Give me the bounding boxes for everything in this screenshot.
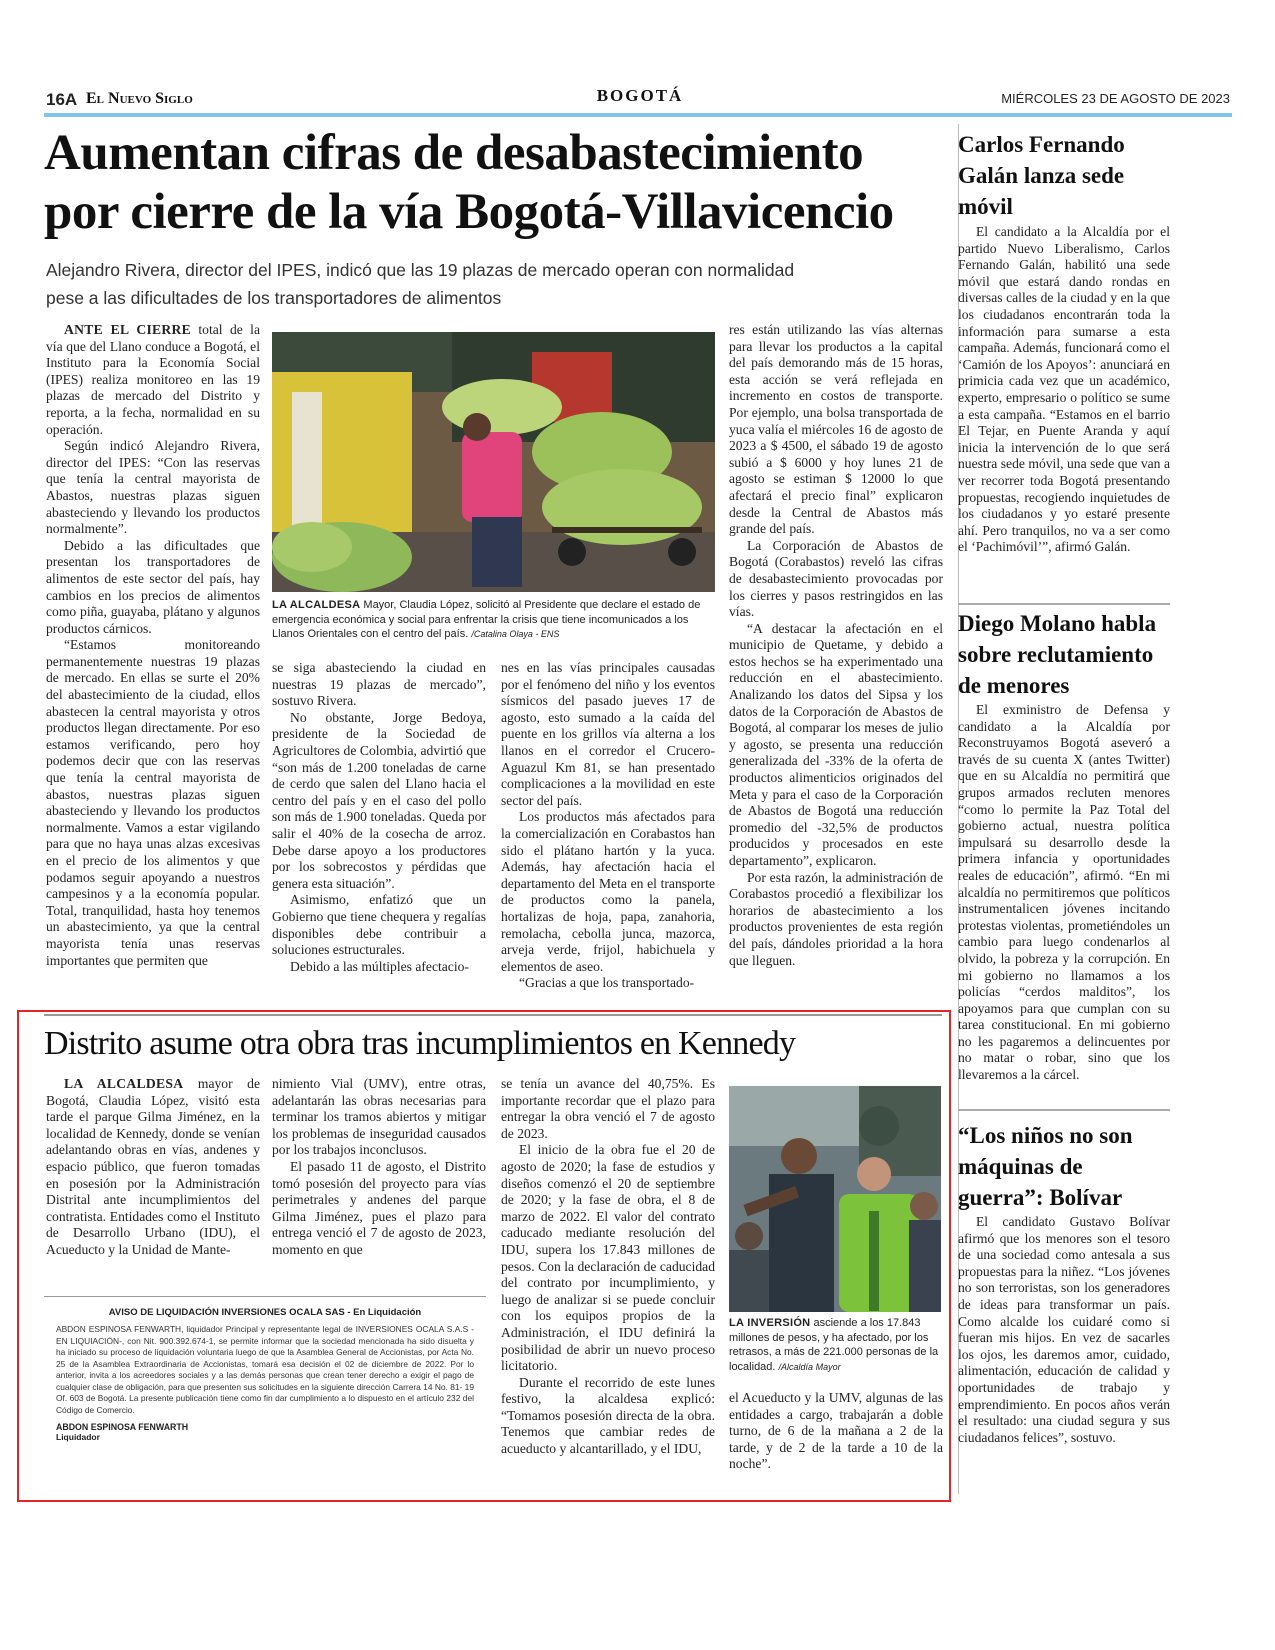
header-rule xyxy=(44,113,1232,117)
legal-notice xyxy=(44,1296,486,1476)
main-paragraph: nes en las vías principales causadas por el fenómeno del niño y los eventos sísmicos del pasado jueves 17 de agosto, esto sumado a la caída del puente en los grillos vía alterna a los llanos en el corredor el Crucero-Aguazul Km 81, se han presentado complicaciones a la movilidad en este sector del país. xyxy=(501,660,715,808)
sidebar-story-3-title: “Los niños no son máquinas de guerra”: Bolívar xyxy=(958,1123,1133,1210)
market-photo-illustration xyxy=(272,332,715,592)
main-headline xyxy=(44,124,984,242)
main-column-2 xyxy=(272,660,486,993)
kennedy-paragraph: Durante el recorrido de este lunes festivo, la alcaldesa explicó: “Tomamos posesión directa de la obra. Tenemos que cambiar redes de acueducto y alcantarillado, y el IDU, xyxy=(501,1374,715,1457)
kennedy-column-4 xyxy=(729,1390,943,1482)
main-paragraph: Debido a las dificultades que presentan los transportadores de alimentos de este sector del país, hay cambios en los precios de alimentos como piña, guayaba, plátano y algunos productos cárnicos. xyxy=(46,537,260,636)
kennedy-paragraph: nimiento Vial (UMV), entre otras, adelantarán las obras necesarias para terminar los tramos abiertos y mitigar los problemas de inseguridad causados por los trabajos inconclusos. xyxy=(272,1076,486,1158)
notice-signer-role: Liquidador xyxy=(56,1432,100,1442)
caption-text: asciende a los 17.843 millones de pesos, y ha afectado, por los retrasos, a más de 221.000 personas de la localidad. xyxy=(729,1317,939,1373)
sidebar xyxy=(958,124,1230,1494)
main-paragraph: Según indicó Alejandro Rivera, director del IPES: “Con las reservas que tenía la central mayorista de Abastos, nuestras plazas siguen abasteciendo y llevando los productos normalmente”. xyxy=(46,438,260,537)
sidebar-story-2-body xyxy=(958,702,1170,1102)
kennedy-lead-in: LA ALCALDESA xyxy=(64,1076,184,1091)
main-paragraph: “Estamos monitoreando permanentemente nuestras 19 plazas de mercado. En ellas se surte el 20% del abastecimiento de la ciudad, ellos abastecen la central mayorista y otros productos llegan directamente. Por eso estamos verificando, pero hoy podemos decir que con las reservas que tenía la central mayorista de abastos, nuestras plazas siguen abasteciendo y llevando los productos normalmente. Vamos a estar vigilando para que no haya unas alzas excesivas en el precio de los alimentos y que podamos seguir apoyando a nuestros campesinos y a la economía popular. Total, tranquilidad, hasta hoy tenemos un abastecimiento, ya que la central mayorista tenía unas reservas importantes que permiten que xyxy=(46,637,260,968)
main-subhead-line-1: Alejandro Rivera, director del IPES, indicó que las 19 plazas de mercado operan con normalidad xyxy=(46,260,795,280)
main-paragraph: No obstante, Jorge Bedoya, presidente de la Sociedad de Agricultores de Colombia, advirtió que “son más de 1.200 toneladas de carne de cerdo que salen del Llano hacia el centro del país y en el caso del pollo son más de 1.900 toneladas. Queda por salir el 40% de la cosecha de arroz. Debe darse apoyo a los productores por los sobrecostos y pérdidas que genera esta situación”. xyxy=(272,709,486,891)
market-photo xyxy=(272,332,715,592)
paper-name: El Nuevo Siglo xyxy=(86,90,193,107)
main-paragraph: “A destacar la afectación en el municipio de Quetame, y debido a estos hechos se ha experimentado una reducción en el abastecimiento. Analizando los datos del Sipsa y los datos de la Corporación de Abastos de Bogotá, al comparar los meses de julio y agosto, se presenta una reducción generalizada del -33% de la oferta de productos alimenticios originados del Meta y para el caso de la Corporación de Abastos de Bogotá una reducción promedio del -32,5% de productos producidos y procesados en este departamento”, explicaron. xyxy=(729,620,943,868)
notice-body: ABDON ESPINOSA FENWARTH, liquidador Principal y representante legal de INVERSIONES OCALA S.A.S - EN LIQUIACIÓN-, con Nit. 900.392.674-1, se permite informar que la sociedad mencionada ha sido disuelta y ha iniciado su proceso de liquidación voluntaria luego de que la Asamblea General de Accionistas, por Acta No. 25 de la Asamblea Extraordinaria de Accionistas, tomará esa decisión el 02 de diciembre de 2022. Por lo anterior, invita a los acreedores sociales y a las demás personas que crean tener derecho a exigir el pago de cualquier clase de obligación, para que presenten sus solicitudes en la siguiente dirección Carrera 14 No. 81- 19 Of. 603 de Bogotá. La presente publicación tiene como fin dar cumplimiento a lo dispuesto en el artículo 232 del Código de Comercio. xyxy=(56,1324,474,1415)
kennedy-headline: Distrito asume otra obra tras incumplimientos en Kennedy xyxy=(44,1025,796,1062)
sidebar-rule xyxy=(958,1109,1170,1111)
main-headline-line-1: Aumentan cifras de desabastecimiento xyxy=(44,125,864,181)
sidebar-rule xyxy=(958,603,1170,605)
main-paragraph: La Corporación de Abastos de Bogotá (Corabastos) reveló las cifras de desabastecimiento provocadas por los cierres y pasos restringidos en las vías. xyxy=(729,537,943,620)
kennedy-column-3 xyxy=(501,1076,715,1482)
market-photo-caption xyxy=(272,598,717,642)
main-paragraph: total de la vía que del Llano conduce a Bogotá, el Instituto para la Economía Social (IPES) realiza monitoreo en las 19 plazas de mercado del Distrito y reporta, a la fecha, normalidad en su operación. xyxy=(46,322,260,437)
main-lead-in: ANTE EL CIERRE xyxy=(64,322,192,337)
sidebar-story-3-body xyxy=(958,1214,1170,1486)
notice-title: AVISO DE LIQUIDACIÓN INVERSIONES OCALA SAS - En Liquidación xyxy=(108,1307,422,1318)
caption-lead-in: LA ALCALDESA xyxy=(272,599,361,611)
main-headline-line-2: por cierre de la vía Bogotá-Villavicencio xyxy=(44,184,894,240)
kennedy-photo xyxy=(729,1086,941,1312)
kennedy-paragraph: El inicio de la obra fue el 20 de agosto de 2020; la fase de estudios y diseños comenzó el 20 de septiembre de 2020; y la fase de obra, el 8 de marzo de 2022. El valor del contrato caducado mediante resolución del IDU, supera los 17.843 millones de pesos. Con la declaración de caducidad del contrato por incumplimiento, y luego de analizar si se puede concluir con los equipos propios de la Administración, el IDU definirá la posibilidad de abrir un nuevo proceso licitatorio. xyxy=(501,1142,715,1374)
sidebar-paragraph: El exministro de Defensa y candidato a la Alcaldía por Reconstruyamos Bogotá aseveró a través de su cuenta X (antes Twitter) que en su Alcaldía no permitirá que grupos armados recluten menores “como lo permite la Paz Total del gobierno actual, nuestra política impulsará su desarrollo desde la primera infancia y oportunidades reales de educación”, afirmó. “En mi alcaldía no permitiremos que políticos instrumentalicen jóvenes incitando protestas violentas, prometiéndoles un cambio para luego condenarlos al olvido, la pobreza y la corrupción. En mi gobierno no llamamos a los policías “cerdos malditos”, los apoyamos para que cumplan con su tarea constitucional. En mi gobierno no les pagaremos a delincuentes por no matar o robar, sino que los llevaremos a la cárcel. xyxy=(958,702,1170,1083)
main-column-4 xyxy=(729,322,943,993)
photo-credit: /Catalina Olaya - ENS xyxy=(471,629,560,639)
sidebar-paragraph: El candidato Gustavo Bolívar afirmó que los menores son el tesoro de una sociedad como antesala a sus propuestas para la niñez. “Los jóvenes no son terroristas, son los generadores de ideas para transformar un país. Como alcalde los cuidaré como si fueran mis hijos. En vez de sacarles los ojos, les daremos amor, cuidado, alimentación, educación de calidad y oportunidades de trabajo y emprendimiento. En pocos años verán el resultado: una ciudad segura y sus ciudadanos felices”, sostuvo. xyxy=(958,1214,1170,1445)
page-number: 16A xyxy=(46,90,78,109)
main-paragraph: se siga abasteciendo la ciudad en nuestras 19 plazas de mercado”, sostuvo Rivera. xyxy=(272,660,486,709)
issue-date: MIÉRCOLES 23 DE AGOSTO DE 2023 xyxy=(1001,91,1230,106)
sidebar-story-1-title: Carlos Fernando Galán lanza sede móvil xyxy=(958,132,1125,219)
kennedy-paragraph: El pasado 11 de agosto, el Distrito tomó posesión del proyecto para vías perimetrales y andenes del parque Gilma Jiménez, pues el plazo para entrega venció el 7 de agosto de 2023, momento en que xyxy=(272,1158,486,1257)
main-column-1 xyxy=(46,322,260,992)
caption-lead-in: LA INVERSIÓN xyxy=(729,1317,811,1329)
notice-signer: ABDON ESPINOSA FENWARTH xyxy=(56,1422,189,1432)
kennedy-column-1 xyxy=(46,1076,260,1286)
section-title: BOGOTÁ xyxy=(596,86,684,105)
kennedy-column-2 xyxy=(272,1076,486,1286)
main-paragraph: Los productos más afectados para la comercialización en Corabastos han sido el plátano hartón y la yuca. Además, hay afectación hacia el departamento del Meta en el transporte de productos como la panela, hortalizas de hoja, papa, zanahoria, remolacha, cebolla junca, mazorca, arveja verde, frijol, habichuela y elementos de aseo. xyxy=(501,809,715,974)
kennedy-photo-illustration xyxy=(729,1086,941,1312)
main-paragraph: res están utilizando las vías alternas para llevar los productos a la capital del país demorando más de 15 horas, esta acción se verá reflejada en incremento en costos de transporte. Por ejemplo, una bolsa transportada de yuca valía el miércoles 16 de agosto de 2023 a $ 4500, el sábado 19 de agosto subió a $ 6000 y hoy lunes 21 de agosto se estiman $ 12000 lo que afectará el precio final” explicaron desde la Central de Abastos más grande del país. xyxy=(729,322,943,537)
main-paragraph: Asimismo, enfatizó que un Gobierno que tiene chequera y regalías disponibles debe contribuir a soluciones estructurales. xyxy=(272,892,486,958)
kennedy-top-rule xyxy=(44,1014,942,1016)
kennedy-paragraph: mayor de Bogotá, Claudia López, visitó esta tarde el parque Gilma Jiménez, en la localidad de Kennedy, donde se venían adelantando obras en vías, andenes y espacio público, que fueron tomadas en posesión por la Administración Distrital ante incumplimientos del contratista. Entidades como el Instituto de Desarrollo Urbano (IDU), el Acueducto y la Unidad de Mante- xyxy=(46,1076,260,1257)
photo-credit: /Alcaldía Mayor xyxy=(778,1361,841,1372)
main-column-3 xyxy=(501,660,715,993)
kennedy-paragraph: el Acueducto y la UMV, algunas de las entidades a cargo, trabajarán a doble turno, de 6 de la mañana a 2 de la tarde, y de 2 de la tarde a 10 de la noche”. xyxy=(729,1390,943,1472)
main-paragraph: “Gracias a que los transportado- xyxy=(519,975,695,991)
sidebar-story-2-title: Diego Molano habla sobre reclutamiento de menores xyxy=(958,611,1157,698)
caption-text: Mayor, Claudia López, solicitó al Presidente que declare el estado de emergencia económica y social para enfrentar la crisis que tiene incomunicados a los Llanos Orientales con el centro del país. xyxy=(272,599,701,640)
main-paragraph: Debido a las múltiples afectacio- xyxy=(290,958,469,974)
kennedy-photo-caption xyxy=(729,1316,943,1374)
kennedy-paragraph: se tenía un avance del 40,75%. Es importante recordar que el plazo para entregar la obra venció el 7 de agosto de 2023. xyxy=(501,1076,715,1141)
sidebar-paragraph: El candidato a la Alcaldía por el partido Nuevo Liberalismo, Carlos Fernando Galán, habilitó una sede móvil que estará dando rondas en diversas calles de la ciudad y en la que los ciudadanos encontrarán toda la información para sumarse a esta campaña. Además, funcionará como el ‘Camión de los Apoyos’: anunciará en primicia cada vez que un académico, experto, empresario o político se sume a esta campaña. “Estamos en el barrio El Tejar, en Puente Aranda y aquí inicia la intervención de lo que será nuestra sede móvil, una sede que van a ver recorrer toda Bogotá presentando propuestas, recogiendo inquietudes de los ciudadanos y yo estaré presente ahí. Pero tranquilos, no va a ser como el ‘Pachimóvil’”, afirmó Galán. xyxy=(958,224,1170,555)
main-subhead-line-2: pese a las dificultades de los transportadores de alimentos xyxy=(46,288,502,308)
main-paragraph: Por esta razón, la administración de Corabastos procedió a flexibilizar los horarios de abastecimiento a los productos provenientes de esta región del país, dándoles prioridad a la hora que lleguen. xyxy=(729,869,943,968)
main-subhead xyxy=(46,256,986,312)
